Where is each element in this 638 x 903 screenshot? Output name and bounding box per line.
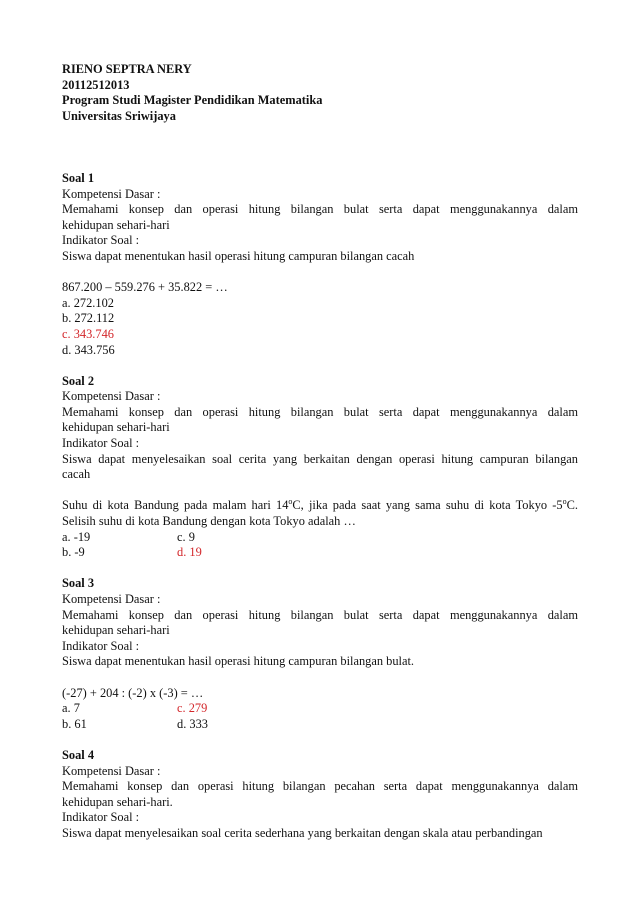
kd-text: Memahami konsep dan operasi hitung bilangan bulat serta dapat menggunakannya dalam bbox=[62, 202, 578, 217]
kd-label: Kompetensi Dasar : bbox=[62, 186, 161, 201]
question-title: Soal 4 bbox=[62, 747, 95, 762]
kd-label: Kompetensi Dasar : bbox=[62, 592, 161, 606]
option-c-answer: c. 279 bbox=[177, 701, 208, 716]
question-part: C, jika pada saat yang sama suhu di kota Tokyo -5 bbox=[292, 498, 563, 513]
option-d-answer: d. 19 bbox=[177, 545, 202, 560]
study-program: Program Studi Magister Pendidikan Matematika bbox=[62, 93, 323, 108]
document-page bbox=[62, 62, 578, 842]
spacer bbox=[62, 265, 578, 281]
option-d: d. 343.756 bbox=[62, 342, 115, 357]
degree-sign: o bbox=[562, 497, 567, 507]
indicator-label: Indikator Soal : bbox=[62, 233, 140, 248]
option-a: a. 7 bbox=[62, 701, 80, 716]
university: Universitas Sriwijaya bbox=[62, 108, 176, 123]
indicator-label: Indikator Soal : bbox=[62, 810, 140, 825]
option-a: a. 272.102 bbox=[62, 295, 114, 310]
kd-text-cont: kehidupan sehari-hari. bbox=[62, 794, 173, 809]
spacer bbox=[62, 358, 578, 374]
question-part: C. bbox=[566, 498, 578, 513]
kd-text-cont: kehidupan sehari-hari bbox=[62, 420, 170, 435]
options-row bbox=[62, 701, 578, 717]
option-c: c. 9 bbox=[177, 529, 195, 544]
option-d: d. 333 bbox=[177, 716, 208, 731]
options-row bbox=[62, 530, 578, 546]
indicator-text-cont: cacah bbox=[62, 467, 91, 482]
question-block-1 bbox=[62, 171, 578, 358]
options-row bbox=[62, 545, 578, 561]
kd-text: Memahami konsep dan operasi hitung bilangan pecahan serta dapat menggunakannya dalam bbox=[62, 779, 578, 794]
spacer bbox=[62, 732, 578, 748]
option-b: b. 272.112 bbox=[62, 311, 115, 326]
indicator-text: Siswa dapat menentukan hasil operasi hitung campuran bilangan cacah bbox=[62, 248, 415, 263]
author-header bbox=[62, 62, 578, 124]
option-b: b. 61 bbox=[62, 716, 87, 731]
student-id: 20112512013 bbox=[62, 77, 130, 92]
degree-sign: o bbox=[288, 497, 293, 507]
question-text: 867.200 – 559.276 + 35.822 = … bbox=[62, 280, 228, 295]
question-text-cont: Selisih suhu di kota Bandung dengan kota Tokyo adalah … bbox=[62, 514, 356, 529]
question-part: Suhu di kota Bandung pada malam hari 14 bbox=[62, 498, 289, 513]
question-text: (-27) + 204 : (-2) x (-3) = … bbox=[62, 685, 204, 700]
question-title: Soal 1 bbox=[62, 170, 95, 185]
indicator-text: Siswa dapat menentukan hasil operasi hitung campuran bilangan bulat. bbox=[62, 654, 415, 669]
option-a: a. -19 bbox=[62, 529, 91, 544]
author-name: RIENO SEPTRA NERY bbox=[62, 62, 192, 76]
question-block-3 bbox=[62, 576, 578, 732]
option-c-answer: c. 343.746 bbox=[62, 326, 114, 341]
question-title: Soal 3 bbox=[62, 576, 95, 591]
question-block-2 bbox=[62, 374, 578, 561]
indicator-text: Siswa dapat menyelesaikan soal cerita yang berkaitan dengan operasi hitung campuran bilangan bbox=[62, 451, 578, 466]
spacer bbox=[62, 670, 578, 686]
spacer bbox=[62, 124, 578, 155]
kd-text-cont: kehidupan sehari-hari bbox=[62, 623, 170, 638]
options-row bbox=[62, 717, 578, 733]
kd-text-cont: kehidupan sehari-hari bbox=[62, 217, 170, 232]
question-text bbox=[62, 498, 578, 514]
kd-label: Kompetensi Dasar : bbox=[62, 389, 161, 404]
kd-text: Memahami konsep dan operasi hitung bilangan bulat serta dapat menggunakannya dalam bbox=[62, 607, 578, 622]
kd-text: Memahami konsep dan operasi hitung bilangan bulat serta dapat menggunakannya dalam bbox=[62, 404, 578, 419]
question-block-4 bbox=[62, 748, 578, 842]
spacer bbox=[62, 561, 578, 577]
spacer bbox=[62, 155, 578, 171]
kd-label: Kompetensi Dasar : bbox=[62, 763, 161, 778]
question-title: Soal 2 bbox=[62, 373, 95, 388]
indicator-label: Indikator Soal : bbox=[62, 436, 140, 451]
spacer bbox=[62, 483, 578, 499]
indicator-label: Indikator Soal : bbox=[62, 638, 140, 653]
option-b: b. -9 bbox=[62, 545, 85, 560]
indicator-text: Siswa dapat menyelesaikan soal cerita sederhana yang berkaitan dengan skala atau perbandingan bbox=[62, 825, 543, 840]
